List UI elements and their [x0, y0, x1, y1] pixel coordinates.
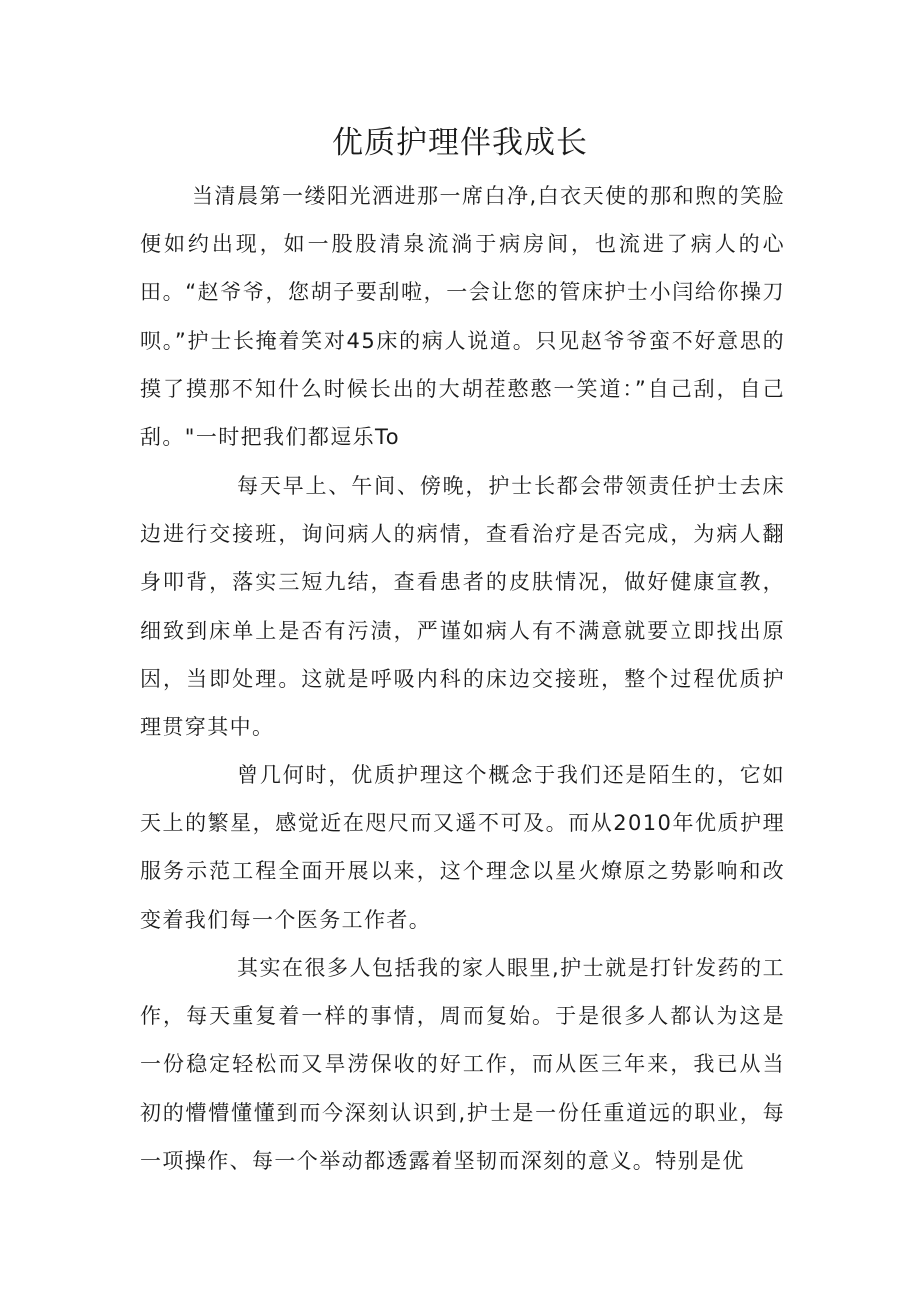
paragraph-3: 曾几何时，优质护理这个概念于我们还是陌生的，它如天上的繁星，感觉近在咫尺而又遥不可及。而从2010年优质护理服务示范工程全面开展以来，这个理念以星火燎原之势影响和改变着我们每一个医务工作者。	[140, 763, 785, 932]
paragraph-4: 其实在很多人包括我的家人眼里,护士就是打针发药的工作，每天重复着一样的事情，周而复始。于是很多人都认为这是一份稳定轻松而又旱涝保收的好工作，而从医三年来，我已从当初的懵懵懂懂到而今深刻认识到,护士是一份任重道远的职业，每一项操作、每一个举动都透露着坚韧而深刻的意义。特别是优	[140, 956, 785, 1173]
paragraph-2: 每天早上、午间、傍晚，护士长都会带领责任护士去床边进行交接班，询问病人的病情，查看治疗是否完成，为病人翻身叩背，落实三短九结，查看患者的皮肤情况，做好健康宣教，细致到床单上是否有污渍，严谨如病人有不满意就要立即找出原因，当即处理。这就是呼吸内科的床边交接班，整个过程优质护理贯穿其中。	[140, 474, 785, 740]
paragraph-1: 当清晨第一缕阳光洒进那一席白净,白衣天使的那和煦的笑脸便如约出现，如一股股清泉流淌于病房间，也流进了病人的心田。“赵爷爷，您胡子要刮啦，一会让您的管床护士小闫给你操刀呗。”护士长掩着笑对45床的病人说道。只见赵爷爷蛮不好意思的摸了摸那不知什么时候长出的大胡茬憨憨一笑道：”自己刮，自己刮。"一时把我们都逗乐To	[140, 184, 785, 450]
document-title: 优质护理伴我成长	[332, 125, 588, 161]
